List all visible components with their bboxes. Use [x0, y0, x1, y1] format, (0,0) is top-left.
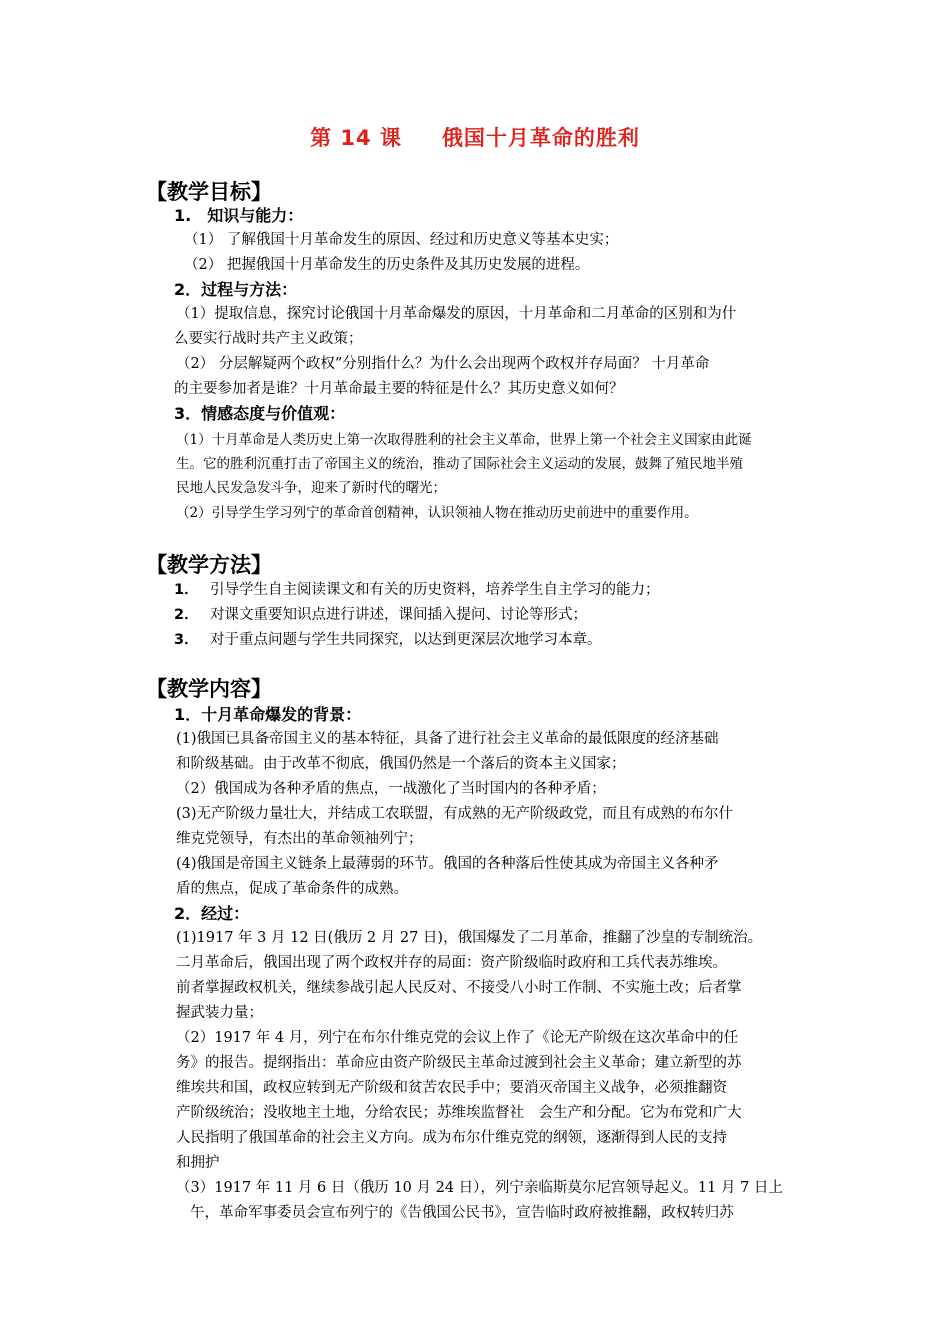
history-process-line: 握武装力量；	[176, 1005, 263, 1021]
knowledge-item: （1） 了解俄国十月革命发生的原因、经过和历史意义等基本史实；	[184, 232, 619, 248]
method-item	[174, 578, 660, 599]
background-line: 盾的焦点，促成了革命条件的成熟。	[176, 881, 408, 897]
background-line: (4)俄国是帝国主义链条上最薄弱的环节。俄国的各种落后性使其成为帝国主义各种矛	[176, 856, 719, 872]
method-item	[174, 603, 587, 624]
history-process-line: 产阶级统治；没收地主土地，分给农民；苏维埃监督社 会生产和分配。它为布党和广大	[176, 1105, 742, 1121]
method-text: 对课文重要知识点进行讲述，课间插入提问、讨论等形式；	[210, 607, 587, 623]
methods-heading: 【教学方法】	[146, 553, 272, 577]
history-process-line: （2）1917 年 4 月，列宁在布尔什维克党的会议上作了《论无产阶级在这次革命中的任	[176, 1030, 739, 1046]
process-method-label: 2．过程与方法：	[174, 280, 298, 299]
emotion-line: 生。它的胜利沉重打击了帝国主义的统治，推动了国际社会主义运动的发展，鼓舞了殖民地半殖	[176, 456, 743, 472]
background-line: （2）俄国成为各种矛盾的焦点，一战激化了当时国内的各种矛盾；	[176, 781, 606, 797]
emotion-line: 民地人民发急发斗争，迎来了新时代的曙光；	[176, 480, 446, 496]
method-number: 2．	[174, 607, 199, 623]
background-line: 和阶级基础。由于改革不彻底，俄国仍然是一个落后的资本主义国家；	[176, 756, 626, 772]
emotion-line: （2）引导学生学习列宁的革命首创精神，认识领袖人物在推动历史前进中的重要作用。	[176, 505, 698, 521]
lesson-number: 第 14 课	[310, 126, 402, 150]
history-process-line: 前者掌握政权机关，继续参战引起人民反对、不接受八小时工作制、不实施土改；后者掌	[176, 980, 742, 996]
method-text: 对于重点问题与学生共同探究，以达到更深层次地学习本章。	[210, 632, 602, 648]
history-process-label: 2．经过：	[174, 904, 250, 923]
process-method-line: （1）提取信息，探究讨论俄国十月革命爆发的原因，十月革命和二月革命的区别和为什	[176, 306, 737, 322]
history-process-line: 午，革命军事委员会宣布列宁的《告俄国公民书》，宣告临时政府被推翻，政权转归苏	[190, 1205, 734, 1221]
history-process-line: （3）1917 年 11 月 6 日（俄历 10 月 24 日），列宁亲临斯莫尔尼宫领导起义。11 月 7 日上	[176, 1180, 783, 1196]
background-label: 1．十月革命爆发的背景：	[174, 705, 362, 724]
objectives-heading: 【教学目标】	[146, 180, 272, 204]
history-process-line: 和拥护	[176, 1155, 220, 1171]
background-line: 维克党领导，有杰出的革命领袖列宁；	[176, 831, 423, 847]
knowledge-item: （2） 把握俄国十月革命发生的历史条件及其历史发展的进程。	[184, 257, 590, 273]
history-process-line: 维埃共和国，政权应转到无产阶级和贫苦农民手中；要消灭帝国主义战争，必须推翻资	[176, 1080, 727, 1096]
history-process-line: (1)1917 年 3 月 12 日(俄历 2 月 27 日)，俄国爆发了二月革命，推翻了沙皇的专制统治。	[176, 930, 763, 946]
history-process-line: 人民指明了俄国革命的社会主义方向。成为布尔什维克党的纲领，逐渐得到人民的支持	[176, 1130, 727, 1146]
process-method-line: 的主要参加者是谁？十月革命最主要的特征是什么？其历史意义如何？	[174, 381, 624, 397]
emotion-line: （1）十月革命是人类历史上第一次取得胜利的社会主义革命，世界上第一个社会主义国家由此诞	[176, 432, 752, 448]
method-item	[174, 628, 602, 649]
method-number: 1．	[174, 582, 199, 598]
knowledge-label: 1. 知识与能力：	[174, 206, 304, 225]
lesson-name: 俄国十月革命的胜利	[441, 126, 640, 150]
page-title	[0, 122, 950, 152]
method-number: 3．	[174, 632, 199, 648]
method-text: 引导学生自主阅读课文和有关的历史资料，培养学生自主学习的能力；	[210, 582, 660, 598]
background-line: (1)俄国已具备帝国主义的基本特征，具备了进行社会主义革命的最低限度的经济基础	[176, 731, 719, 747]
process-method-line: （2） 分层解疑两个政权”分别指什么？为什么会出现两个政权并存局面？ 十月革命	[176, 356, 710, 372]
history-process-line: 务》的报告。提纲指出：革命应由资产阶级民主革命过渡到社会主义革命；建立新型的苏	[176, 1055, 742, 1071]
emotion-label: 3．情感态度与价值观：	[174, 404, 346, 423]
background-line: (3)无产阶级力量壮大，并结成工农联盟，有成熟的无产阶级政党，而且有成熟的布尔什	[176, 806, 734, 822]
process-method-line: 么要实行战时共产主义政策；	[174, 331, 363, 347]
content-heading: 【教学内容】	[146, 677, 272, 701]
history-process-line: 二月革命后，俄国出现了两个政权并存的局面：资产阶级临时政府和工兵代表苏维埃。	[176, 955, 727, 971]
